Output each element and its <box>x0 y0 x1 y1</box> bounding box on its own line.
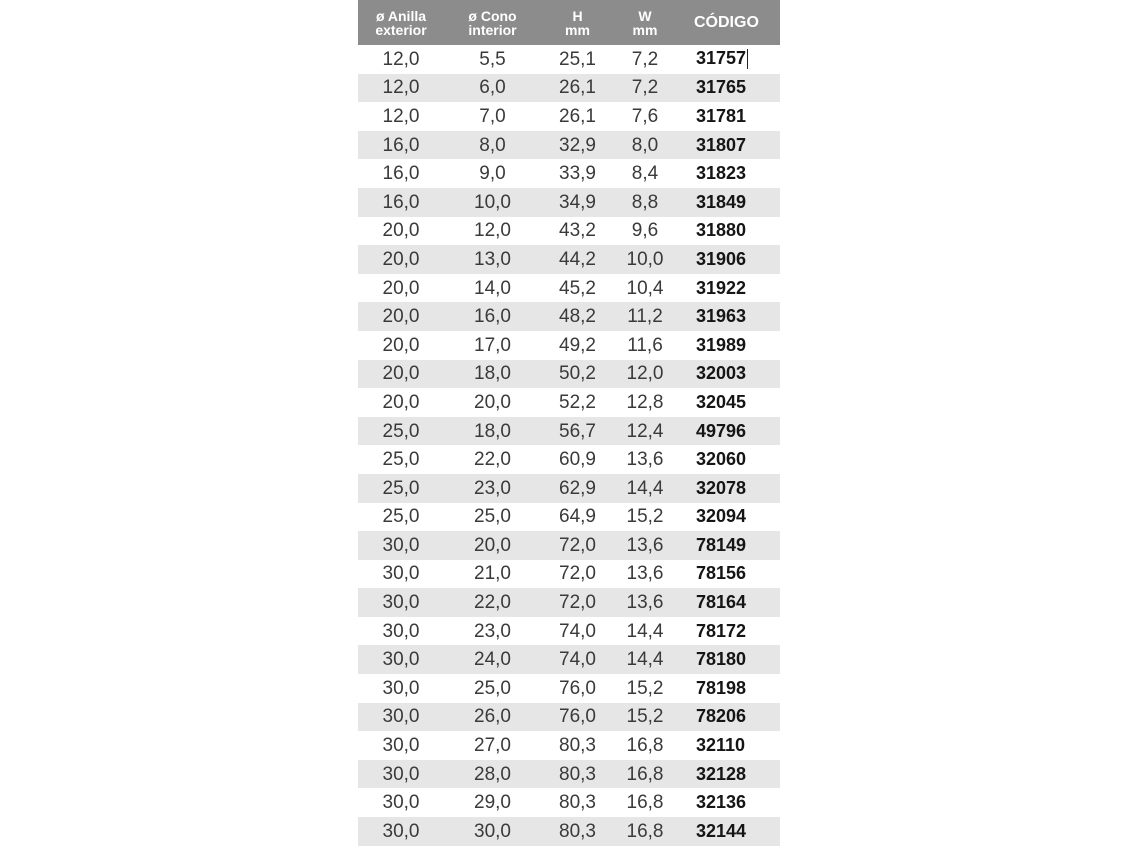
header-cone-diameter <box>444 0 541 45</box>
cell-cone-diameter: 18,0 <box>474 420 511 442</box>
table-row <box>358 245 780 274</box>
cell-ring-diameter: 25,0 <box>382 449 420 471</box>
header-line: exterior <box>375 21 427 38</box>
code-value: 78172 <box>696 620 747 641</box>
cell-width: 14,4 <box>626 620 664 642</box>
cell-height: 74,0 <box>559 649 596 671</box>
header-height <box>541 0 614 45</box>
code-value: 32078 <box>696 477 747 498</box>
cell-ring-diameter: 30,0 <box>382 534 420 556</box>
table-row <box>358 159 780 188</box>
cell-height: 74,0 <box>559 620 596 642</box>
cell-width: 13,6 <box>626 563 664 585</box>
cell-code <box>676 102 780 131</box>
cell-height: 50,2 <box>559 363 596 385</box>
cell-height: 76,0 <box>559 706 596 728</box>
cell-cone-diameter: 26,0 <box>474 706 511 728</box>
cell-code <box>676 503 780 532</box>
header-ring-diameter <box>358 0 444 45</box>
cell-height: 72,0 <box>559 534 596 556</box>
cell-cone-diameter: 21,0 <box>474 563 511 585</box>
cell-cone-diameter: 27,0 <box>474 735 511 757</box>
table-header <box>358 0 780 45</box>
cell-ring-diameter: 12,0 <box>382 48 420 70</box>
table-row <box>358 102 780 131</box>
cell-code <box>676 45 780 74</box>
cell-cone-diameter: 25,0 <box>474 677 511 699</box>
code-value: 32144 <box>696 820 747 841</box>
cell-ring-diameter: 20,0 <box>382 277 420 299</box>
cell-code <box>676 560 780 589</box>
cell-ring-diameter: 30,0 <box>382 820 420 842</box>
cell-cone-diameter: 7,0 <box>479 105 506 127</box>
cell-width: 7,2 <box>631 48 659 70</box>
header-line: mm <box>632 21 658 38</box>
cell-height: 64,9 <box>559 506 596 528</box>
table-row <box>358 45 780 74</box>
header-line: ø Anilla <box>375 7 427 24</box>
cell-code <box>676 217 780 246</box>
cell-width: 10,4 <box>626 277 664 299</box>
cell-height: 80,3 <box>559 763 596 785</box>
text-cursor <box>747 49 748 69</box>
cell-code <box>676 674 780 703</box>
cell-width: 13,6 <box>626 534 664 556</box>
table-row <box>358 360 780 389</box>
cell-height: 52,2 <box>559 391 596 413</box>
code-value: 31781 <box>696 105 747 126</box>
cell-height: 44,2 <box>559 248 596 270</box>
code-value: 31963 <box>696 306 747 327</box>
cell-width: 16,8 <box>626 763 664 785</box>
cell-width: 15,2 <box>626 506 664 528</box>
cell-width: 16,8 <box>626 735 664 757</box>
cell-ring-diameter: 25,0 <box>382 506 420 528</box>
cell-height: 80,3 <box>559 735 596 757</box>
cell-cone-diameter: 5,5 <box>479 48 506 70</box>
cell-code <box>676 760 780 789</box>
table-row <box>358 503 780 532</box>
table-row <box>358 531 780 560</box>
cell-ring-diameter: 16,0 <box>382 163 420 185</box>
cell-width: 9,6 <box>631 220 659 242</box>
cell-ring-diameter: 30,0 <box>382 563 420 585</box>
header-line: mm <box>565 21 590 38</box>
cell-cone-diameter: 25,0 <box>474 506 511 528</box>
cell-width: 15,2 <box>626 706 664 728</box>
code-value: 78180 <box>696 649 747 670</box>
cell-height: 26,1 <box>559 77 596 99</box>
cell-width: 16,8 <box>626 820 664 842</box>
table-row <box>358 788 780 817</box>
cell-code <box>676 417 780 446</box>
cell-cone-diameter: 20,0 <box>474 391 511 413</box>
cell-height: 49,2 <box>559 334 596 356</box>
code-value: 78164 <box>696 592 747 613</box>
cell-height: 33,9 <box>559 163 596 185</box>
cell-ring-diameter: 20,0 <box>382 391 420 413</box>
cell-cone-diameter: 6,0 <box>479 77 506 99</box>
cell-width: 12,8 <box>626 391 664 413</box>
header-code <box>676 0 780 45</box>
table-row <box>358 588 780 617</box>
header-row <box>358 0 780 45</box>
cell-code <box>676 331 780 360</box>
header-line: ø Cono <box>468 7 517 24</box>
table-row <box>358 331 780 360</box>
code-value: 31989 <box>696 334 747 355</box>
cell-ring-diameter: 30,0 <box>382 735 420 757</box>
cell-code <box>676 531 780 560</box>
table-row <box>358 617 780 646</box>
cell-code <box>676 131 780 160</box>
code-value: 49796 <box>696 420 747 441</box>
cell-width: 11,6 <box>627 334 663 356</box>
spec-table <box>358 0 780 846</box>
table-row <box>358 674 780 703</box>
cell-ring-diameter: 20,0 <box>382 334 420 356</box>
cell-code <box>676 159 780 188</box>
cell-cone-diameter: 20,0 <box>474 534 511 556</box>
cell-height: 62,9 <box>559 477 596 499</box>
cell-ring-diameter: 20,0 <box>382 306 420 328</box>
cell-code <box>676 617 780 646</box>
cell-cone-diameter: 10,0 <box>474 191 511 213</box>
cell-height: 43,2 <box>559 220 596 242</box>
cell-height: 60,9 <box>559 449 596 471</box>
cell-cone-diameter: 23,0 <box>474 477 511 499</box>
code-value: 31880 <box>696 220 747 241</box>
cell-width: 8,8 <box>631 191 659 213</box>
header-line: H <box>572 7 583 24</box>
cell-code <box>676 188 780 217</box>
code-value: 32003 <box>696 363 747 384</box>
cell-code <box>676 588 780 617</box>
cell-ring-diameter: 12,0 <box>382 105 420 127</box>
cell-code <box>676 445 780 474</box>
table-row <box>358 645 780 674</box>
cell-ring-diameter: 20,0 <box>382 248 420 270</box>
cell-ring-diameter: 30,0 <box>382 763 420 785</box>
cell-cone-diameter: 14,0 <box>474 277 511 299</box>
cell-code <box>676 388 780 417</box>
cell-width: 13,6 <box>626 449 664 471</box>
cell-width: 16,8 <box>626 792 664 814</box>
cell-width: 10,0 <box>626 248 664 270</box>
code-value: 31823 <box>696 163 747 184</box>
cell-height: 80,3 <box>559 792 596 814</box>
cell-width: 11,2 <box>627 306 663 328</box>
cell-ring-diameter: 16,0 <box>382 134 420 156</box>
cell-code <box>676 274 780 303</box>
cell-width: 12,4 <box>626 420 664 442</box>
table-row <box>358 703 780 732</box>
cell-width: 7,6 <box>631 105 659 127</box>
cell-height: 26,1 <box>559 105 596 127</box>
cell-code <box>676 360 780 389</box>
cell-height: 45,2 <box>559 277 596 299</box>
cell-height: 56,7 <box>559 420 596 442</box>
cell-cone-diameter: 13,0 <box>474 248 511 270</box>
cell-code <box>676 302 780 331</box>
cell-ring-diameter: 30,0 <box>382 792 420 814</box>
code-value: 32045 <box>696 391 747 412</box>
cell-height: 48,2 <box>559 306 596 328</box>
cell-ring-diameter: 30,0 <box>382 706 420 728</box>
header-line: interior <box>468 21 517 38</box>
cell-height: 72,0 <box>559 563 596 585</box>
header-line: W <box>638 7 652 24</box>
code-value: 32094 <box>696 506 747 527</box>
code-value: 31765 <box>696 77 747 98</box>
cell-height: 80,3 <box>559 820 596 842</box>
cell-width: 8,0 <box>631 134 659 156</box>
cell-code <box>676 703 780 732</box>
cell-cone-diameter: 16,0 <box>474 306 511 328</box>
code-value: 32128 <box>696 763 747 784</box>
cell-code <box>676 731 780 760</box>
cell-code <box>676 245 780 274</box>
code-value: 78156 <box>696 563 747 584</box>
table-row <box>358 445 780 474</box>
table-row <box>358 474 780 503</box>
table-row <box>358 188 780 217</box>
code-value: 31906 <box>696 248 747 269</box>
cell-ring-diameter: 20,0 <box>382 363 420 385</box>
cell-ring-diameter: 12,0 <box>382 77 420 99</box>
cell-height: 34,9 <box>559 191 596 213</box>
cell-code <box>676 817 780 846</box>
cell-height: 76,0 <box>559 677 596 699</box>
cell-cone-diameter: 17,0 <box>474 334 511 356</box>
table-row <box>358 817 780 846</box>
header-width <box>614 0 676 45</box>
code-value: 31807 <box>696 134 747 155</box>
table-row <box>358 74 780 103</box>
cell-width: 15,2 <box>626 677 664 699</box>
cell-width: 8,4 <box>631 163 659 185</box>
cell-ring-diameter: 25,0 <box>382 420 420 442</box>
code-value: 78206 <box>696 706 747 727</box>
cell-cone-diameter: 12,0 <box>474 220 511 242</box>
cell-ring-diameter: 30,0 <box>382 649 420 671</box>
code-value: 31757 <box>696 48 747 69</box>
code-value: 32110 <box>696 735 746 756</box>
code-value: 32136 <box>696 792 747 813</box>
cell-width: 14,4 <box>626 649 664 671</box>
cell-ring-diameter: 25,0 <box>382 477 420 499</box>
code-value: 78198 <box>696 677 747 698</box>
table-row <box>358 131 780 160</box>
code-value: 32060 <box>696 449 747 470</box>
cell-code <box>676 788 780 817</box>
cell-cone-diameter: 9,0 <box>479 163 506 185</box>
cell-ring-diameter: 30,0 <box>382 620 420 642</box>
cell-ring-diameter: 30,0 <box>382 677 420 699</box>
cell-cone-diameter: 28,0 <box>474 763 511 785</box>
header-line: CÓDIGO <box>694 13 759 31</box>
code-value: 78149 <box>696 534 747 555</box>
cell-cone-diameter: 29,0 <box>474 792 511 814</box>
cell-code <box>676 645 780 674</box>
code-value: 31849 <box>696 191 747 212</box>
table-row <box>358 417 780 446</box>
code-value: 31922 <box>696 277 747 298</box>
table-row <box>358 560 780 589</box>
table-body <box>358 45 780 846</box>
cell-width: 7,2 <box>631 77 659 99</box>
cell-height: 72,0 <box>559 592 596 614</box>
table-row <box>358 274 780 303</box>
cell-cone-diameter: 22,0 <box>474 592 511 614</box>
cell-height: 32,9 <box>559 134 596 156</box>
table-row <box>358 217 780 246</box>
cell-cone-diameter: 30,0 <box>474 820 511 842</box>
cell-cone-diameter: 24,0 <box>474 649 511 671</box>
cell-cone-diameter: 23,0 <box>474 620 511 642</box>
table-row <box>358 388 780 417</box>
cell-ring-diameter: 16,0 <box>382 191 420 213</box>
table-row <box>358 760 780 789</box>
cell-cone-diameter: 8,0 <box>479 134 506 156</box>
cell-width: 12,0 <box>626 363 664 385</box>
cell-width: 13,6 <box>626 592 664 614</box>
cell-height: 25,1 <box>559 48 596 70</box>
cell-cone-diameter: 18,0 <box>474 363 511 385</box>
cell-width: 14,4 <box>626 477 664 499</box>
cell-ring-diameter: 30,0 <box>382 592 420 614</box>
cell-code <box>676 74 780 103</box>
cell-ring-diameter: 20,0 <box>382 220 420 242</box>
table-row <box>358 731 780 760</box>
cell-cone-diameter: 22,0 <box>474 449 511 471</box>
cell-code <box>676 474 780 503</box>
table-row <box>358 302 780 331</box>
